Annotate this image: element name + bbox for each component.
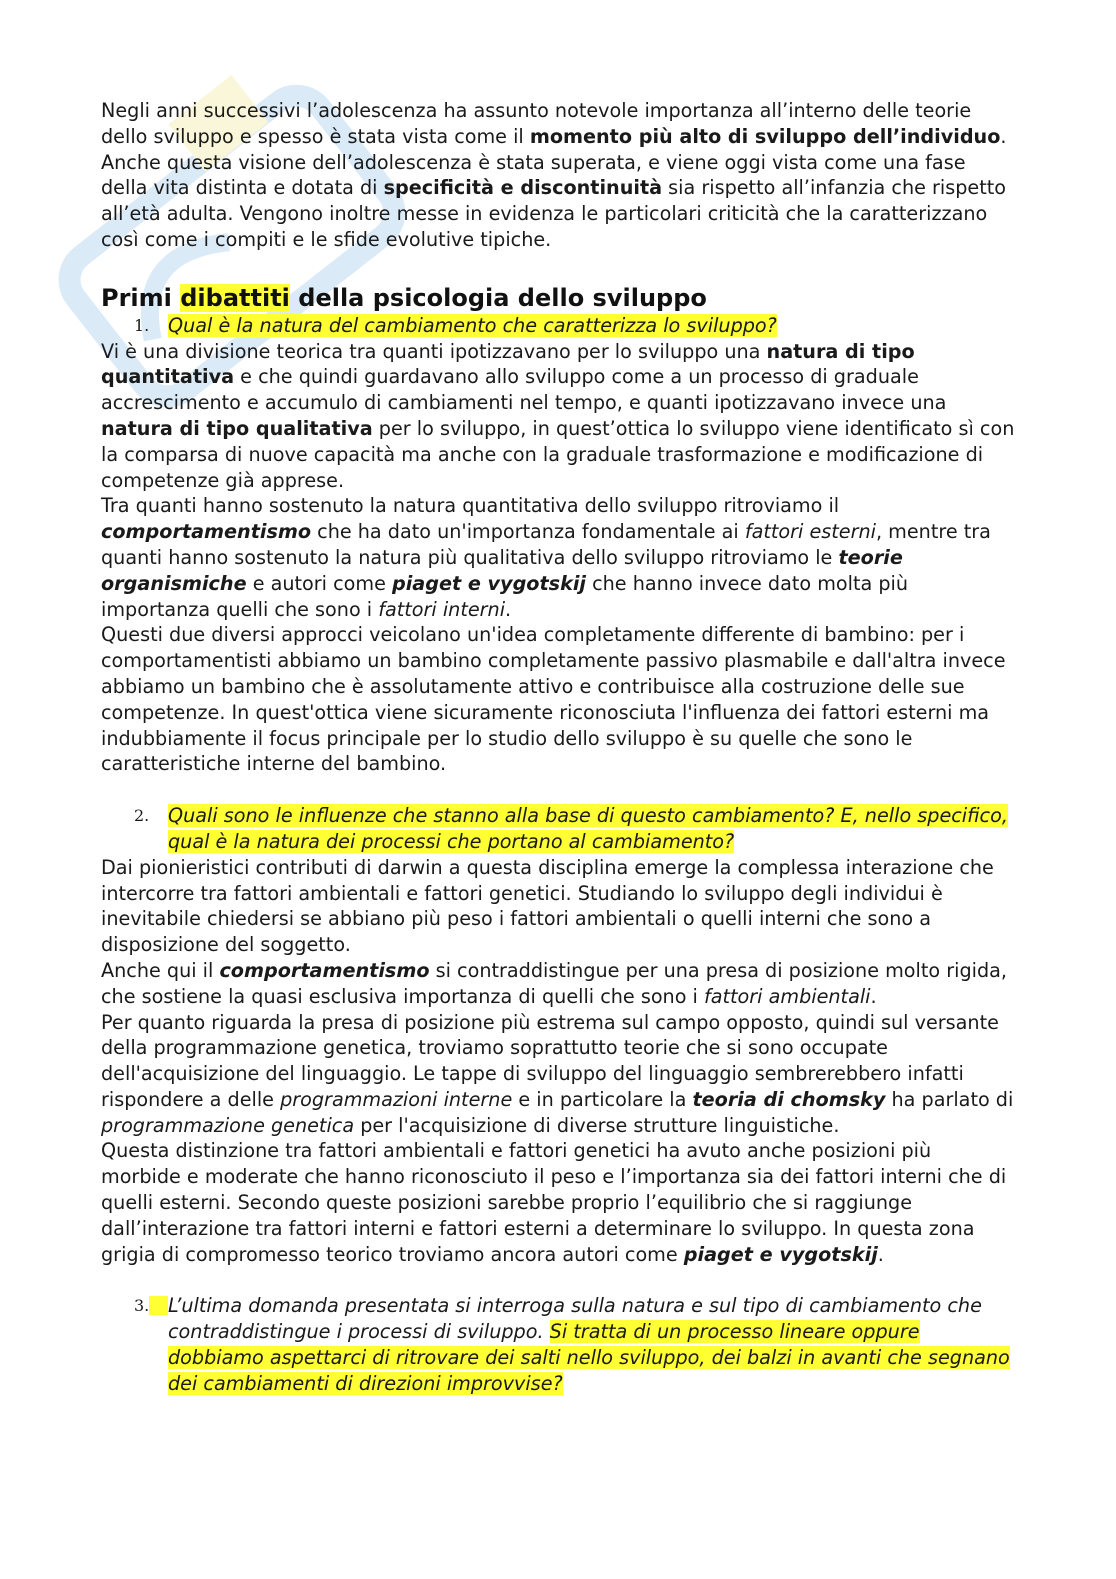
text-run: e che quindi guardavano allo sviluppo come a un processo di graduale accrescimento e accumulo di cambiamenti nel tempo, e quanti ipotizzavano invece una — [101, 365, 947, 415]
text-run: momento più alto di sviluppo dell’individuo — [529, 124, 1001, 148]
text-run: fattori esterni — [744, 520, 876, 544]
text-run: per lo sviluppo, in quest’ottica lo sviluppo viene identificato sì con la comparsa di nuove capacità ma anche con la graduale trasformazione e modificazione di competenze già apprese. — [101, 416, 1015, 492]
document-page — [101, 98, 1016, 1397]
text-run: natura di tipo qualitativa — [101, 416, 373, 440]
text-run: Vi è una divisione teorica tra quanti ipotizzavano per lo sviluppo una — [101, 339, 767, 363]
text-run: che ha dato un'importanza fondamentale ai — [311, 520, 745, 544]
text-run: comportamentismo — [219, 958, 430, 982]
question-number: 1. — [134, 315, 150, 335]
text-run: e in particolare la — [512, 1087, 693, 1111]
text-run: . — [1000, 124, 1007, 148]
paragraph-behaviorism — [101, 958, 1016, 1010]
paragraph-child — [101, 622, 1016, 777]
text-run: e autori come — [246, 571, 392, 595]
paragraph-genetic — [101, 1010, 1016, 1139]
text-run: natura di tipo quantitativa — [101, 339, 915, 389]
text-run: , mentre tra quanti hanno sostenuto la natura più qualitativa dello sviluppo ritroviamo le — [101, 520, 991, 569]
text-run: che hanno invece dato molta più importanza quelli che sono i — [101, 571, 909, 621]
text-run: . — [877, 1242, 884, 1266]
question-text: Qual è la natura del cambiamento che caratterizza lo sviluppo? — [168, 313, 777, 337]
text-run: teoria di chomsky — [692, 1087, 886, 1111]
question-number: 2. — [134, 806, 150, 826]
text-run: fattori interni — [378, 597, 506, 621]
question-3 — [101, 1293, 1016, 1396]
text-run: Questi due diversi approcci veicolano un'idea completamente differente di bambino: per i comportamentisti abbiamo un bambino completamente passivo plasmabile e dall'altra invece abbiamo un bambino che è assolutamente attivo e contribuisce alla costruzione delle sue competenze. In quest'ottica viene sicuramente riconosciuta l'influenza dei fattori esterni ma indubbiamente il focus principale per lo studio dello sviluppo è su quelle che sono le caratteristiche interne del bambino. — [101, 623, 1006, 776]
text-run: Questa distinzione tra fattori ambientali e fattori genetici ha avuto anche posizioni più morbide e moderate che hanno riconosciuto il peso e l’importanza sia dei fattori interni che di quelli esterni. Secondo queste posizioni sarebbe proprio l’equilibrio che si raggiunge dall’interazione tra fattori interni e fattori esterni a determinare lo sviluppo. In questa zona grigia di compromesso teorico troviamo ancora autori come — [101, 1139, 1007, 1266]
text-run: programmazioni interne — [280, 1087, 513, 1111]
question-highlight: Si tratta di un processo lineare oppure dobbiamo aspettarci di ritrovare dei salti nello sviluppo, dei balzi in avanti che segnano dei cambiamenti di direzioni improvvise? — [168, 1320, 1010, 1395]
paragraph-approaches — [101, 493, 1016, 622]
text-run: programmazione genetica — [101, 1113, 355, 1137]
text-run: teorie organismiche — [101, 545, 903, 595]
text-run: specificità e discontinuità — [383, 176, 663, 200]
paragraph-moderate — [101, 1138, 1016, 1267]
text-run: si contraddistingue per una presa di posizione molto rigida, che sostiene la quasi esclusiva importanza di quelli che sono i — [101, 958, 1007, 1008]
section-heading: Primi dibattiti della psicologia dello sviluppo — [101, 283, 707, 312]
paragraph-nature — [101, 339, 1016, 494]
text-run: Anche qui il — [101, 958, 220, 982]
text-run: comportamentismo — [101, 520, 312, 544]
paragraph-darwin — [101, 855, 1016, 958]
question-text: Quali sono le influenze che stanno alla base di questo cambiamento? E, nello specifico, qual è la natura dei processi che portano al cambiamento? — [168, 804, 1008, 853]
text-run: . — [870, 984, 877, 1008]
intro-paragraph — [101, 98, 1016, 150]
question-2 — [101, 803, 1016, 855]
text-run: fattori ambientali — [704, 984, 871, 1008]
intro-paragraph-2 — [101, 150, 1016, 253]
question-1 — [101, 313, 1016, 339]
text-run: sia rispetto all’infanzia che rispetto all’età adulta. Vengono inoltre messe in evidenza le particolari criticità che la caratterizzano così come i compiti e le sfide evolutive tipiche. — [101, 176, 1006, 251]
question-number: 3. — [134, 1293, 168, 1319]
text-run: piaget e vygotskij — [392, 571, 586, 595]
text-run: . — [505, 597, 512, 621]
question-text: L’ultima domanda presentata si interroga sulla natura e sul tipo di cambiamento che contraddistingue i processi di sviluppo. — [168, 1294, 982, 1344]
text-run: Per quanto riguarda la presa di posizione più estrema sul campo opposto, quindi sul versante della programmazione genetica, troviamo soprattutto teorie che si sono occupate dell'acquisizione del linguaggio. Le tappe di sviluppo del linguaggio sembrerebbero infatti rispondere a delle — [101, 1010, 999, 1111]
text-run: ha parlato di — [885, 1087, 1014, 1111]
text-run: per l'acquisizione di diverse strutture linguistiche. — [354, 1113, 840, 1137]
text-run: Dai pionieristici contributi di darwin a questa disciplina emerge la complessa interazione che intercorre tra fattori ambientali e fattori genetici. Studiando lo sviluppo degli individui è inevitabile chiedersi se abbiano più peso i fattori ambientali o quelli interni che sono a disposizione del soggetto. — [101, 855, 994, 957]
text-run: Tra quanti hanno sostenuto la natura quantitativa dello sviluppo ritroviamo il — [101, 494, 840, 518]
text-run: Negli anni successivi l’adolescenza ha assunto notevole importanza all’interno delle teorie dello sviluppo e spesso è stata vista come il — [101, 99, 972, 148]
text-run: Anche questa visione dell’adolescenza è stata superata, e viene oggi vista come una fase della vita distinta e dotata di — [101, 150, 966, 200]
text-run: piaget e vygotskij — [683, 1242, 878, 1266]
